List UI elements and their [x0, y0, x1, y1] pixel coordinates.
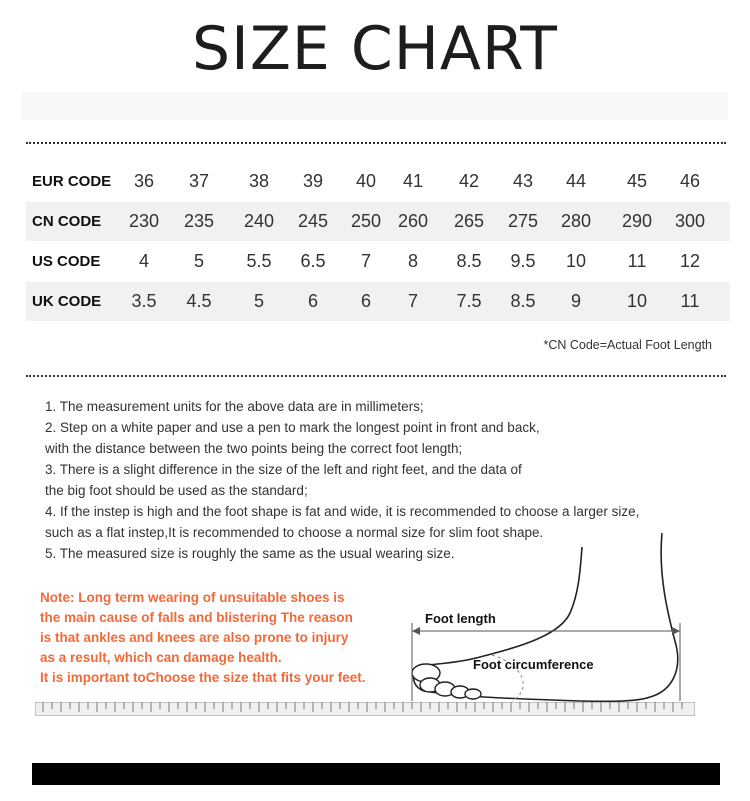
table-cell: 8.5	[510, 291, 536, 311]
table-cell: 5	[193, 251, 204, 271]
table-cell: 43	[512, 171, 534, 191]
table-cell: 9.5	[510, 251, 536, 271]
table-cell: 245	[297, 211, 329, 231]
table-cell: 5	[253, 291, 264, 311]
table-cell: 11	[627, 251, 647, 271]
table-cell: 7.5	[456, 291, 482, 311]
table-cell: 36	[133, 171, 155, 191]
table-cell: 275	[507, 211, 539, 231]
table-row-cn	[26, 202, 730, 241]
instruction-line: with the distance between the two points being the correct foot length;	[45, 441, 463, 456]
table-cell: 4.5	[186, 291, 212, 311]
cn-code-footnote: *CN Code=Actual Foot Length	[543, 338, 712, 352]
instruction-line: 3. There is a slight difference in the size of the left and right feet, and the data of	[45, 462, 522, 477]
health-warning-note	[40, 588, 366, 688]
table-cell: 235	[183, 211, 215, 231]
table-cell: 42	[458, 171, 480, 191]
bottom-bar	[32, 763, 720, 785]
table-cell: 260	[397, 211, 429, 231]
table-cell: 9	[570, 291, 581, 311]
table-cell: 3.5	[131, 291, 157, 311]
warning-line: is that ankles and knees are also prone to injury	[40, 630, 349, 645]
table-cell: 8	[407, 251, 418, 271]
row-label: CN CODE	[32, 213, 102, 230]
table-cell: 230	[128, 211, 160, 231]
table-cell: 40	[355, 171, 377, 191]
header-band	[22, 92, 728, 120]
table-cell: 250	[350, 211, 382, 231]
table-cell: 10	[565, 251, 587, 271]
table-cell: 5.5	[246, 251, 272, 271]
table-cell: 7	[360, 251, 371, 271]
table-cell: 8.5	[456, 251, 482, 271]
table-cell: 4	[138, 251, 149, 271]
table-cell: 6.5	[300, 251, 326, 271]
warning-line: the main cause of falls and blistering The reason	[40, 610, 353, 625]
warning-line: Note: Long term wearing of unsuitable shoes is	[40, 590, 345, 605]
table-cell: 41	[402, 171, 424, 191]
table-cell: 12	[679, 251, 701, 271]
row-label: UK CODE	[32, 293, 102, 310]
warning-line: as a result, which can damage health.	[40, 650, 282, 665]
page-title: SIZE CHART	[192, 14, 558, 84]
instruction-line: such as a flat instep,It is recommended to choose a normal size for slim foot shape.	[45, 525, 544, 540]
table-cell: 38	[248, 171, 270, 191]
table-cell: 290	[621, 211, 653, 231]
foot-length-label: Foot length	[425, 611, 496, 626]
table-cell: 37	[188, 171, 210, 191]
row-label: US CODE	[32, 253, 101, 270]
size-table	[26, 162, 730, 322]
table-cell: 280	[560, 211, 592, 231]
table-cell: 6	[307, 291, 318, 311]
table-cell: 44	[565, 171, 587, 191]
instruction-line: 1. The measurement units for the above data are in millimeters;	[45, 399, 424, 414]
row-label: EUR CODE	[32, 173, 112, 190]
instruction-line: 5. The measured size is roughly the same as the usual wearing size.	[45, 546, 455, 561]
table-cell: 10	[626, 291, 648, 311]
table-cell: 300	[674, 211, 706, 231]
table-cell: 6	[360, 291, 371, 311]
dotted-divider-top	[26, 142, 726, 144]
table-cell: 39	[302, 171, 324, 191]
foot-circumference-label: Foot circumference	[473, 657, 594, 672]
table-row-eur	[26, 162, 730, 201]
dotted-divider-bottom	[26, 375, 726, 377]
table-row-us	[26, 242, 730, 281]
ruler-illustration	[35, 702, 695, 716]
table-row-uk	[26, 282, 730, 321]
table-cell: 265	[453, 211, 485, 231]
instruction-line: the big foot should be used as the standard;	[45, 483, 308, 498]
table-cell: 7	[407, 291, 418, 311]
table-cell: 11	[680, 291, 700, 311]
table-cell: 240	[243, 211, 275, 231]
table-cell: 46	[679, 171, 701, 191]
table-cell: 45	[626, 171, 648, 191]
warning-line: It is important toChoose the size that fits your feet.	[40, 670, 366, 685]
instruction-line: 4. If the instep is high and the foot shape is fat and wide, it is recommended to choose a larger size,	[45, 504, 640, 519]
instruction-line: 2. Step on a white paper and use a pen to mark the longest point in front and back,	[45, 420, 540, 435]
